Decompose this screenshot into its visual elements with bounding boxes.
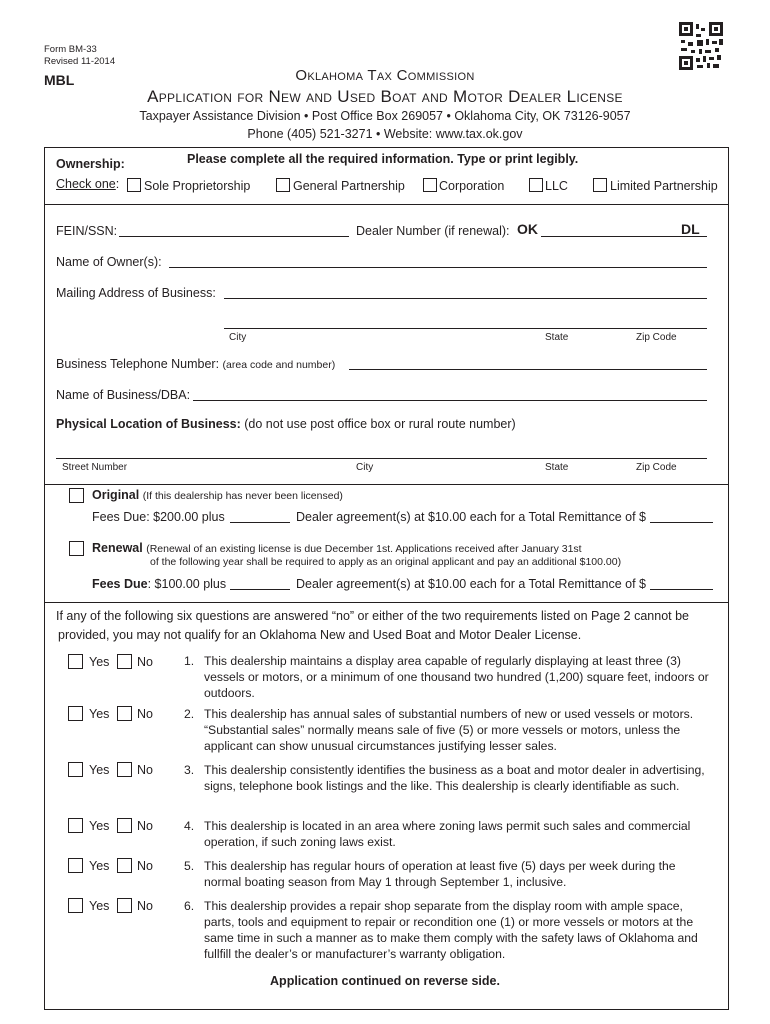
divider-ownership [44,204,729,205]
check-one-text: Check one [56,177,116,191]
option-sole-proprietorship: Sole Proprietorship [144,179,251,193]
phone-hint: (area code and number) [222,359,336,371]
mailing-city-caption: City [229,332,247,343]
checkbox-general-partnership[interactable] [276,178,290,192]
question-4-number: 4. [184,819,195,833]
form-title: Application for New and Used Boat and Motor Dealer License [147,87,623,106]
check-one-colon: : [115,177,120,191]
question-5-text: This dealership has regular hours of operation at least five (5) days per week during the normal boating season from May 1 through September 1, inclusive. [204,859,676,889]
q1-no-checkbox[interactable] [117,654,132,669]
q6-yes-label: Yes [89,899,110,913]
agency-name: Oklahoma Tax Commission [295,67,475,84]
divider-business [44,484,729,485]
renewal-agreements-field[interactable] [230,589,290,590]
renewal-fee-rest: : $100.00 plus [147,577,227,591]
original-title: Original [92,488,140,502]
q6-yes-checkbox[interactable] [68,898,83,913]
physical-hint: (do not use post office box or rural route number) [244,417,516,431]
owner-label: Name of Owner(s): [56,255,162,269]
option-limited-partnership: Limited Partnership [610,179,718,193]
checkbox-llc[interactable] [529,178,543,192]
phone-label [56,357,335,371]
q2-no-label: No [137,707,153,721]
original-fee-label: Fees Due: $200.00 plus [92,510,225,524]
questions-intro-1: If any of the following six questions are answered “no” or either of the two requirements listed on Page 2 cannot be [56,609,690,623]
agency-address: Taxpayer Assistance Division • Post Office Box 269057 • Oklahoma City, OK 73126-9057 [139,109,631,123]
q4-yes-checkbox[interactable] [68,818,83,833]
renewal-total-field[interactable] [650,589,713,590]
instructions: Please complete all the required information. Type or print legibly. [187,152,579,166]
form-code: MBL [44,72,75,88]
continued-note: Application continued on reverse side. [270,974,500,988]
dealer-prefix: OK [517,221,538,237]
renewal-hint-1: (Renewal of an existing license is due December 1st. Applications received after January 31st [146,543,582,555]
phone-label-text: Business Telephone Number: [56,357,220,371]
q5-no-label: No [137,859,153,873]
question-6-number: 6. [184,899,195,913]
original-agreement-text: Dealer agreement(s) at $10.00 each for a Total Remittance of $ [296,510,646,524]
check-one-label [56,177,119,191]
question-2-text: This dealership has annual sales of substantial numbers of new or used vessels or motors. “Substantial sales” normally means sale of five (5) or more vessels or motors, unless the applicant can show unusual circumstances justifying lesser sales. [204,707,694,753]
qr-code-icon [679,22,723,70]
physical-city-caption: City [356,462,374,473]
renewal-label [92,541,582,555]
q2-yes-label: Yes [89,707,110,721]
renewal-fee-bold: Fees Due [92,577,148,591]
question-2-number: 2. [184,707,195,721]
fein-label: FEIN/SSN: [56,224,118,238]
original-total-field[interactable] [650,522,713,523]
q3-yes-checkbox[interactable] [68,762,83,777]
owner-field[interactable] [169,267,707,268]
question-3-number: 3. [184,763,195,777]
mailing-state-caption: State [545,332,569,343]
dba-label: Name of Business/DBA: [56,388,191,402]
mailing-zip-caption: Zip Code [636,332,677,343]
ownership-label: Ownership: [56,157,125,171]
q4-no-label: No [137,819,153,833]
question-4-text: This dealership is located in an area where zoning laws permit such sales and commercial operation, if such zoning laws exist. [204,819,691,849]
option-general-partnership: General Partnership [293,179,405,193]
checkbox-corporation[interactable] [423,178,437,192]
checkbox-original[interactable] [69,488,84,503]
q1-no-label: No [137,655,153,669]
q3-yes-label: Yes [89,763,110,777]
q5-yes-checkbox[interactable] [68,858,83,873]
questions-intro-2: provided, you may not qualify for an Oklahoma New and Used Boat and Motor Dealer License. [58,628,582,642]
q3-no-checkbox[interactable] [117,762,132,777]
physical-zip-caption: Zip Code [636,462,677,473]
street-number-caption: Street Number [62,462,128,473]
q2-no-checkbox[interactable] [117,706,132,721]
question-1-number: 1. [184,654,195,668]
physical-location-field[interactable] [56,458,707,459]
divider-fees [44,602,729,603]
physical-location-label [56,417,516,431]
dealer-suffix: DL [681,221,700,237]
question-3-text: This dealership consistently identifies the business as a boat and motor dealer in advertising, signs, telephone book listings and the like. This dealership is clearly identifiable as such. [204,763,705,793]
question-6-text: This dealership provides a repair shop separate from the display room with ample space, parts, tools and equipment to repair or recondition one (1) or more vessels or motors at the same time in such a manner as to make them comply with the safety laws of Oklahoma and fullfill the dealer’s or manufacturer’s warranty obligation. [204,899,698,961]
revised-date: Revised 11-2014 [44,56,116,67]
q6-no-checkbox[interactable] [117,898,132,913]
dealer-number-label: Dealer Number (if renewal): [356,224,510,238]
renewal-agreement-text: Dealer agreement(s) at $10.00 each for a Total Remittance of $ [296,577,646,591]
physical-state-caption: State [545,462,569,473]
q1-yes-label: Yes [89,655,110,669]
renewal-title: Renewal [92,541,143,555]
renewal-fee-label [92,577,226,591]
mailing-label: Mailing Address of Business: [56,286,216,300]
form-number: Form BM-33 [44,44,97,55]
agency-contact: Phone (405) 521-3271 • Website: www.tax.ok.gov [247,127,523,141]
question-1-text: This dealership maintains a display area capable of regularly displaying at least three (3) vessels or motors, or a minimum of one thousand two hundred (1,200) square feet, indoors or outdoors. [204,654,709,700]
renewal-hint-2: of the following year shall be required to apply as an original applicant and pay an additional $100.00) [150,556,622,568]
option-corporation: Corporation [439,179,505,193]
dba-field[interactable] [193,400,707,401]
option-llc: LLC [545,179,568,193]
original-label [92,488,343,502]
q4-no-checkbox[interactable] [117,818,132,833]
q5-yes-label: Yes [89,859,110,873]
checkbox-limited-partnership[interactable] [593,178,607,192]
physical-label-text: Physical Location of Business: [56,417,241,431]
checkbox-renewal[interactable] [69,541,84,556]
checkbox-sole-proprietorship[interactable] [127,178,141,192]
q2-yes-checkbox[interactable] [68,706,83,721]
original-agreements-field[interactable] [230,522,290,523]
q5-no-checkbox[interactable] [117,858,132,873]
mailing-city-field[interactable] [224,328,707,329]
q4-yes-label: Yes [89,819,110,833]
fein-field[interactable] [119,236,349,237]
mailing-field[interactable] [224,298,707,299]
phone-field[interactable] [349,369,707,370]
q1-yes-checkbox[interactable] [68,654,83,669]
q3-no-label: No [137,763,153,777]
q6-no-label: No [137,899,153,913]
question-5-number: 5. [184,859,195,873]
original-hint: (If this dealership has never been licensed) [142,490,343,502]
